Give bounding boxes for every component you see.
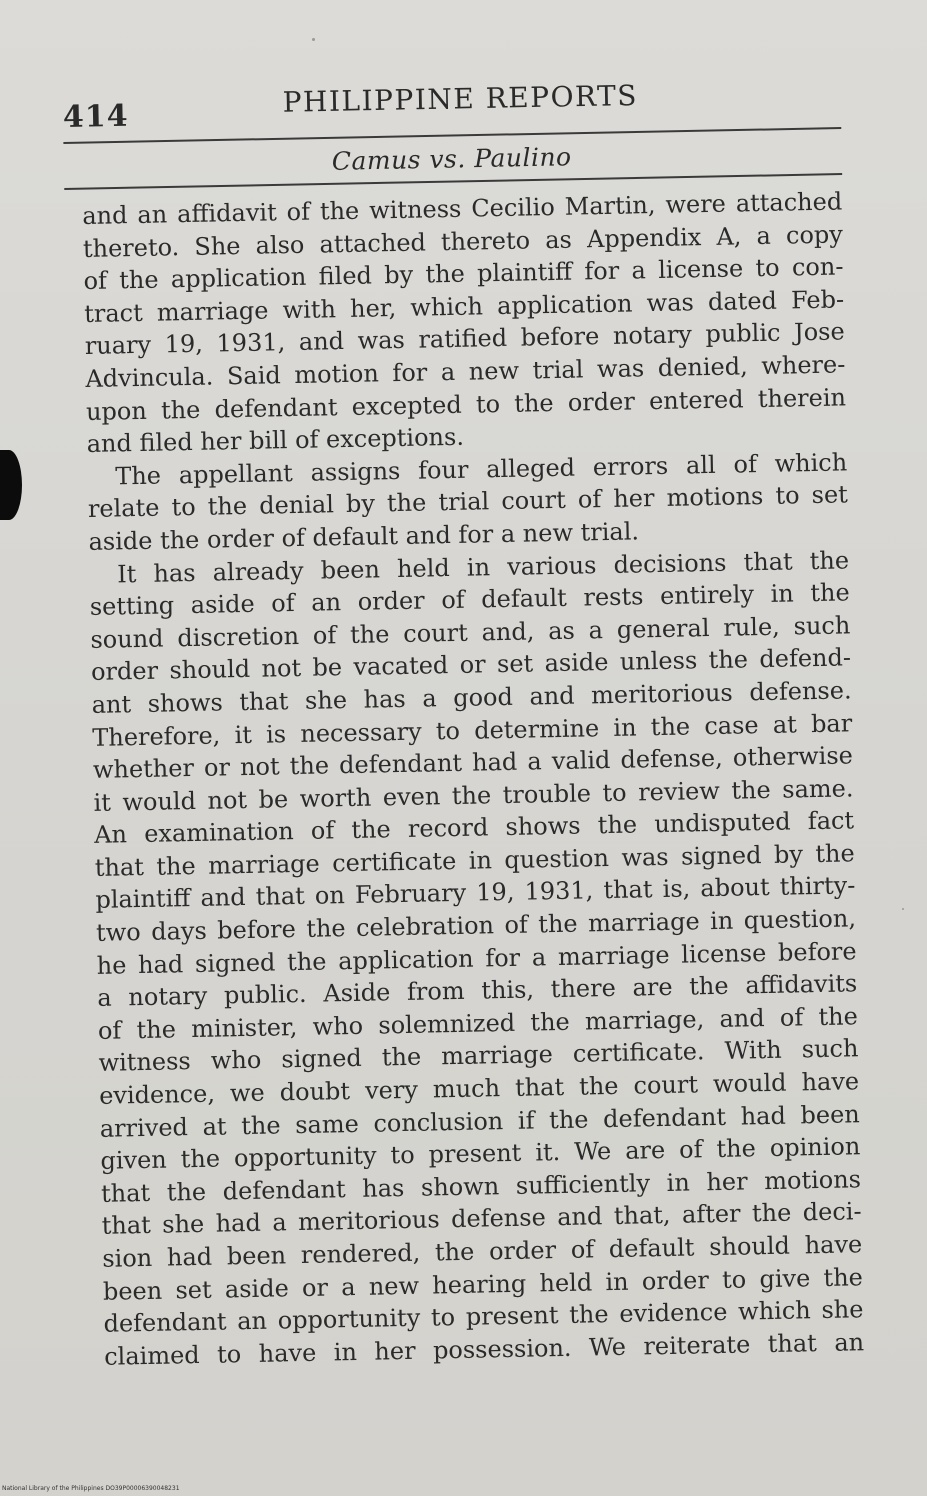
scan-credit: National Library of the Philippines DO39P00006390048231 (2, 1485, 180, 1492)
running-title: PHILIPPINE REPORTS (282, 78, 639, 119)
text-line: upon the defendant excepted to the order entered therein (85, 382, 847, 426)
text-line: ant shows that she has a good and meritorious defense. (91, 676, 852, 719)
text-line: tract marriage with her, which application was dated Feb- (83, 285, 845, 328)
text-line: evidence, we doubt very much that the court would have (98, 1067, 860, 1110)
page-number: 414 (62, 98, 129, 135)
text-line: order should not be vacated or set aside unless the defend- (90, 643, 852, 687)
paper-speck (312, 38, 315, 41)
text-line: that she had a meritorious defense and that, after the deci- (101, 1197, 862, 1241)
text-line: a notary public. Aside from this, there are the affidavits (97, 969, 858, 1013)
text-line: that the marriage certificate in question was signed by the (94, 839, 855, 882)
text-line: thereto. She also attached thereto as Appendix A, a copy (82, 219, 844, 263)
text-line: two days before the celebration of the marriage in question, (95, 904, 857, 947)
text-line: aside the order of default and for a new trial. (88, 517, 640, 556)
text-line: It has already been held in various decisions that the (116, 545, 850, 588)
text-line: and filed her bill of exceptions. (86, 422, 465, 459)
page-header (62, 55, 844, 180)
text-line: of the application filed by the plaintiff for a license to con- (83, 252, 844, 296)
header-rule-top (63, 127, 841, 144)
text-line: claimed to have in her possession. We reiterate that an (103, 1327, 865, 1371)
text-line: ruary 19, 1931, and was ratified before notary public Jose (84, 317, 845, 361)
text-line: been set aside or a new hearing held in order to give the (102, 1262, 864, 1306)
text-line: he had signed the application for a marriage license before (96, 936, 857, 980)
body-text (82, 185, 864, 1373)
text-line: setting aside of an order of default rests entirely in the (89, 578, 850, 622)
paper-speck (902, 908, 904, 910)
text-line: it would not be worth even the trouble to review the same. (93, 773, 854, 817)
case-title: Camus vs. Paulino (331, 142, 572, 176)
text-line: plaintiff and that on February 19, 1931, that is, about thirty- (95, 871, 856, 915)
text-line: and an affidavit of the witness Cecilio Martin, were attached (82, 187, 843, 230)
text-line: arrived at the same conclusion if the defendant had been (99, 1099, 860, 1143)
text-line: An examination of the record shows the undisputed fact (93, 806, 855, 850)
text-line: sound discretion of the court and, as a general rule, such (90, 611, 851, 654)
text-line: defendant an opportunity to present the evidence which she (103, 1295, 864, 1338)
text-line: whether or not the defendant had a valid defense, otherwise (92, 741, 854, 784)
binding-shadow (0, 450, 22, 520)
text-line: relate to the denial by the trial court of her motions to set (87, 480, 849, 524)
text-line: Therefore, it is necessary to determine in the case at bar (92, 708, 853, 752)
text-line: that the defendant has shown sufficiently in her motions (100, 1165, 862, 1208)
text-line: The appellant assigns four alleged errors all of which (115, 448, 848, 491)
text-line: sion had been rendered, the order of default should have (102, 1230, 863, 1273)
text-line: of the minister, who solemnized the marriage, and of the (97, 1002, 859, 1045)
text-line: witness who signed the marriage certificate. With such (98, 1034, 859, 1078)
text-line: Advincula. Said motion for a new trial was denied, where- (85, 350, 846, 393)
text-line: given the opportunity to present it. We are of the opinion (100, 1132, 861, 1176)
